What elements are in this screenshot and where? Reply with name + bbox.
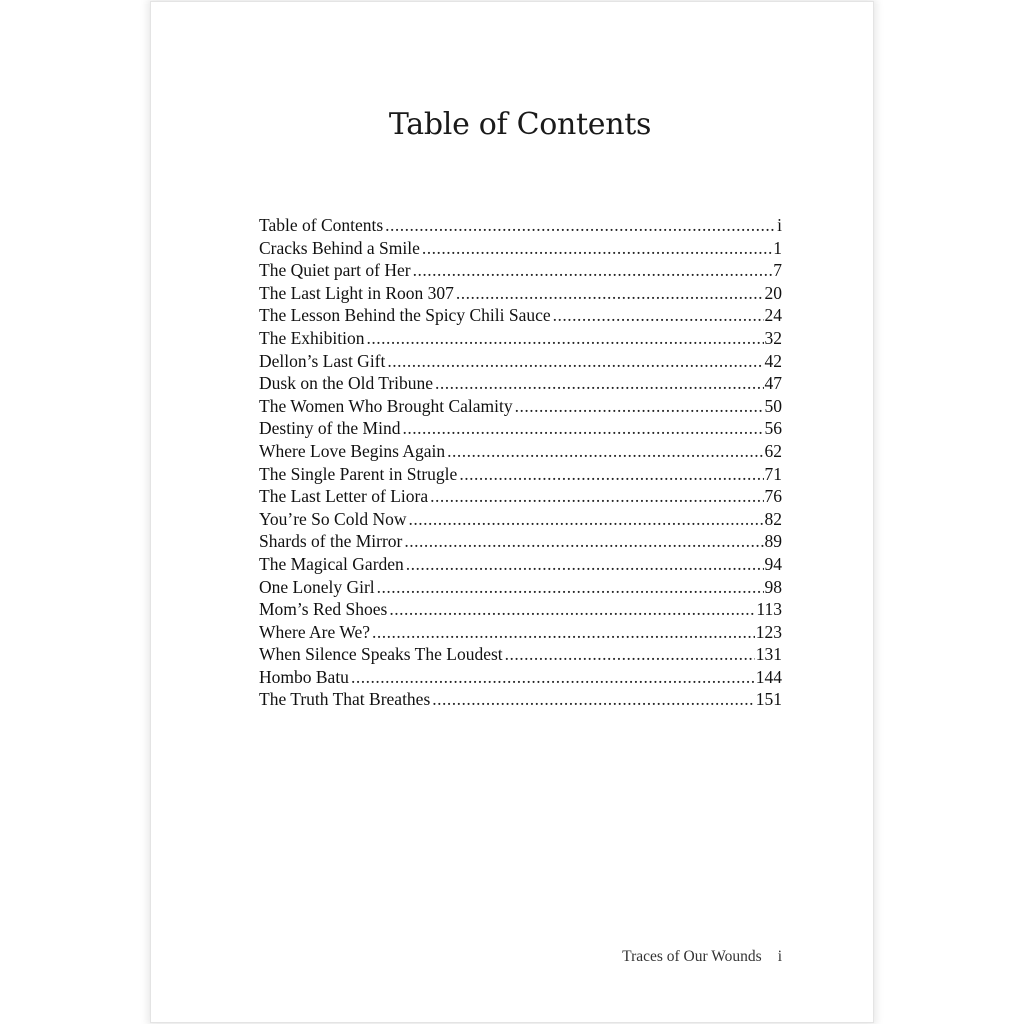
page-title: Table of Contents bbox=[388, 107, 652, 142]
toc-dot-leader bbox=[515, 395, 764, 418]
toc-entry-title: The Lesson Behind the Spicy Chili Sauce bbox=[259, 305, 551, 326]
toc-dot-leader bbox=[389, 598, 755, 621]
toc-entry-page: 62 bbox=[764, 440, 782, 461]
toc-entry[interactable] bbox=[259, 576, 782, 599]
page-footer bbox=[622, 948, 782, 966]
toc-dot-leader bbox=[366, 327, 763, 350]
toc-entry[interactable] bbox=[259, 350, 782, 373]
toc-entry[interactable] bbox=[259, 553, 782, 576]
toc-entry-title: The Quiet part of Her bbox=[259, 260, 411, 281]
toc-dot-leader bbox=[456, 282, 764, 305]
toc-dot-leader bbox=[447, 440, 763, 463]
toc-dot-leader bbox=[351, 666, 755, 689]
toc-entry-page: 98 bbox=[764, 576, 782, 597]
toc-entry-title: The Exhibition bbox=[259, 327, 365, 348]
toc-entry[interactable] bbox=[259, 417, 782, 440]
toc-entry-page: 20 bbox=[764, 282, 782, 303]
toc-entry-title: Dusk on the Old Tribune bbox=[259, 373, 434, 394]
toc-entry-title: The Women Who Brought Calamity bbox=[259, 395, 513, 416]
toc-entry[interactable] bbox=[259, 688, 782, 711]
toc-entry[interactable] bbox=[259, 643, 782, 666]
toc-entry-page: 24 bbox=[764, 305, 782, 326]
toc-entry-page: 76 bbox=[764, 486, 782, 507]
toc-entry-page: 56 bbox=[764, 418, 782, 439]
toc-entry[interactable] bbox=[259, 485, 782, 508]
toc-dot-leader bbox=[432, 688, 754, 711]
toc-entry-page: 82 bbox=[764, 508, 782, 529]
toc-entry-page: 144 bbox=[755, 666, 782, 687]
toc-dot-leader bbox=[553, 304, 764, 327]
toc-dot-leader bbox=[377, 576, 764, 599]
toc-entry-title: Table of Contents bbox=[259, 215, 384, 235]
toc-entry[interactable] bbox=[259, 440, 782, 463]
toc-entry-page: 50 bbox=[764, 395, 782, 416]
document-page bbox=[151, 2, 873, 1022]
toc-entry-title: Hombo Batu bbox=[259, 666, 349, 687]
toc-dot-leader bbox=[435, 372, 763, 395]
toc-entry-page: 89 bbox=[764, 531, 782, 552]
toc-dot-leader bbox=[406, 553, 764, 576]
toc-dot-leader bbox=[408, 508, 763, 531]
toc-entry-page: 32 bbox=[764, 327, 782, 348]
toc-entry[interactable] bbox=[259, 259, 782, 282]
toc-entry-title: Destiny of the Mind bbox=[259, 418, 401, 439]
footer-book-title: Traces of Our Wounds bbox=[622, 948, 762, 965]
toc-dot-leader bbox=[430, 485, 763, 508]
toc-entry-page: 131 bbox=[755, 644, 782, 665]
toc-dot-leader bbox=[387, 350, 763, 373]
toc-dot-leader bbox=[404, 530, 763, 553]
toc-entry-page: 47 bbox=[764, 373, 782, 394]
table-of-contents bbox=[259, 214, 782, 711]
toc-entry-title: The Last Light in Roon 307 bbox=[259, 282, 454, 303]
toc-entry-title: The Magical Garden bbox=[259, 553, 404, 574]
toc-entry-page: 151 bbox=[755, 689, 782, 710]
toc-entry-page: i bbox=[777, 215, 782, 235]
toc-entry-title: The Last Letter of Liora bbox=[259, 486, 429, 507]
toc-entry-title: Mom’s Red Shoes bbox=[259, 599, 388, 620]
toc-entry[interactable] bbox=[259, 237, 782, 260]
toc-entry-title: When Silence Speaks The Loudest bbox=[259, 644, 503, 665]
toc-entry[interactable] bbox=[259, 282, 782, 305]
toc-entry[interactable] bbox=[259, 304, 782, 327]
toc-entry[interactable] bbox=[259, 666, 782, 689]
toc-entry-title: Where Love Begins Again bbox=[259, 440, 446, 461]
toc-entry[interactable] bbox=[259, 621, 782, 644]
toc-entry[interactable] bbox=[259, 530, 782, 553]
toc-entry-title: Shards of the Mirror bbox=[259, 531, 403, 552]
toc-entry-page: 113 bbox=[756, 599, 782, 620]
toc-entry[interactable] bbox=[259, 598, 782, 621]
toc-entry-page: 1 bbox=[773, 237, 782, 258]
toc-entry-title: Where Are We? bbox=[259, 621, 370, 642]
toc-entry-page: 71 bbox=[764, 463, 782, 484]
footer-page-number: i bbox=[777, 948, 782, 965]
toc-entry[interactable] bbox=[259, 327, 782, 350]
toc-entry-page: 42 bbox=[764, 350, 782, 371]
toc-dot-leader bbox=[505, 643, 755, 666]
toc-entry-title: The Single Parent in Strugle bbox=[259, 463, 458, 484]
toc-entry-page: 123 bbox=[755, 621, 782, 642]
toc-dot-leader bbox=[385, 214, 776, 237]
toc-entry-title: One Lonely Girl bbox=[259, 576, 375, 597]
toc-entry[interactable] bbox=[259, 214, 782, 237]
toc-entry-page: 7 bbox=[773, 260, 782, 281]
toc-entry[interactable] bbox=[259, 395, 782, 418]
toc-entry-title: Cracks Behind a Smile bbox=[259, 237, 420, 258]
toc-dot-leader bbox=[422, 237, 772, 260]
toc-entry-title: You’re So Cold Now bbox=[259, 508, 407, 529]
toc-entry-page: 94 bbox=[764, 553, 782, 574]
toc-entry[interactable] bbox=[259, 508, 782, 531]
toc-entry[interactable] bbox=[259, 372, 782, 395]
toc-entry-title: The Truth That Breathes bbox=[259, 689, 431, 710]
toc-dot-leader bbox=[372, 621, 755, 644]
toc-entry[interactable] bbox=[259, 463, 782, 486]
toc-dot-leader bbox=[413, 259, 773, 282]
toc-dot-leader bbox=[459, 463, 763, 486]
toc-entry-title: Dellon’s Last Gift bbox=[259, 350, 386, 371]
toc-dot-leader bbox=[402, 417, 763, 440]
